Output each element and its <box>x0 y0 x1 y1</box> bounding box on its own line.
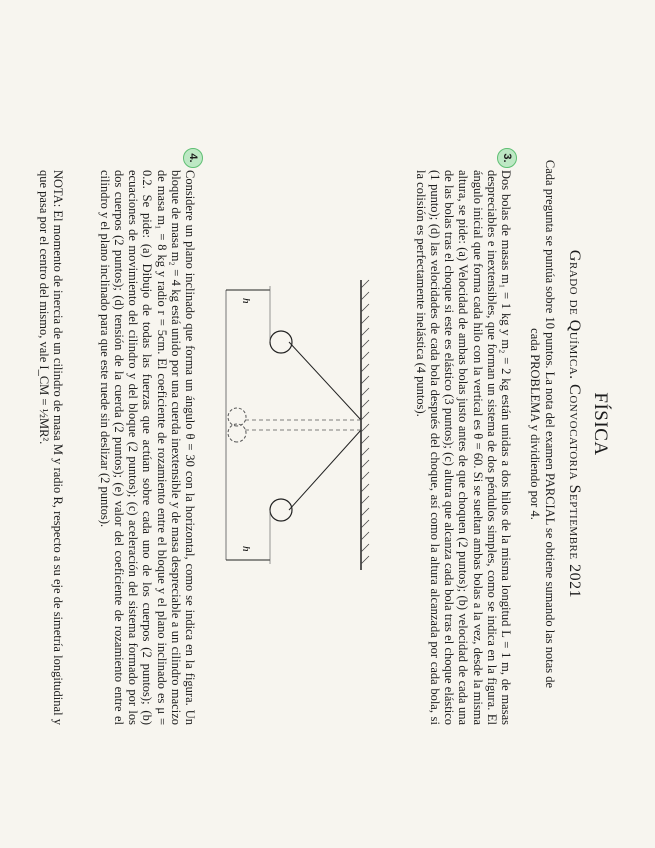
problem-3-text: Dos bolas de masas m₁ = 1 kg y m₂ = 2 kg están unidas a dos hilos de la misma longitud L = 1 m, de masas despreciables e inextensibles, que forman un sistema de dos péndulos simples, como se indica en la figura. El ángulo inicial que forma cada hilo con la vertical es θ = 60. Si se sueltan ambas bolas a la vez, desde la misma altura, se pide: (a) Velocidad de ambas bolas justo antes de que choquen (2 puntos); (b) velocidad de cada una de las bolas tras el choque si este es elástico (3 puntos); (c) altura que alcanza cada bola tras el choque elástico (1 punto); (d) las velocidades de cada bola después del choque, así como la altura alcanzada por cada bola, si la colisión es perfectamente inelástica (4 puntos). <box>413 170 513 725</box>
ceiling-hatching <box>361 280 369 564</box>
right-h-label: h <box>240 546 252 552</box>
problem-3-number: 3. <box>497 148 517 168</box>
problem-4-number: 4. <box>183 148 203 168</box>
ball-m2-bottom <box>228 424 246 442</box>
ball-m1-bottom <box>228 408 246 426</box>
problem-4-text: Considere un plano inclinado que forma un ángulo θ = 30 con la horizontal, como se indica en la figura. Un bloque de masa m₂ = 4 kg está unido por una cuerda inextensible y de masa despreciable a un cilindro macizo de masa m₁ = 8 kg y radio r = 5cm. El coeficiente de rozamiento entre el bloque y el plano inclinado es μ = 0.2. Se pide: (a) Dibujo de todas las fuerzas que actúan sobre cada uno de los cuerpos (2 puntos); (b) ecuaciones de movimiento del cilindro y del bloque (2 puntos); (c) aceleración del sistema formado por los dos cuerpos (2 puntos); (d) tensión de la cuerda (2 puntos); (e) valor del coeficiente de rozamiento entre el cilindro y el plano inclinado para que este ruede sin deslizar (2 puntos). <box>97 170 197 725</box>
pendulum-figure <box>206 270 371 580</box>
right-string <box>289 430 361 510</box>
problem-4-note: NOTA: El momento de inercia de un cilindro de masa M y radio R, respecto a su eje de simetría longitudinal y que pasa por el centro del mismo, vale I_CM = ½MR². <box>36 170 65 725</box>
exam-subtitle: Grado de Química. Convocatoria Septiembre 2021 <box>566 249 583 599</box>
ball-m2 <box>270 499 292 521</box>
exam-title: FÍSICA <box>590 392 611 456</box>
left-string <box>289 342 361 420</box>
left-h-label: h <box>240 298 252 304</box>
ball-m1 <box>270 331 292 353</box>
grading-note: Cada pregunta se puntúa sobre 10 puntos. La nota del examen PARCIAL se obtiene sumando las notas de cada PROBLEMA y dividiendo por 4. <box>528 159 557 689</box>
